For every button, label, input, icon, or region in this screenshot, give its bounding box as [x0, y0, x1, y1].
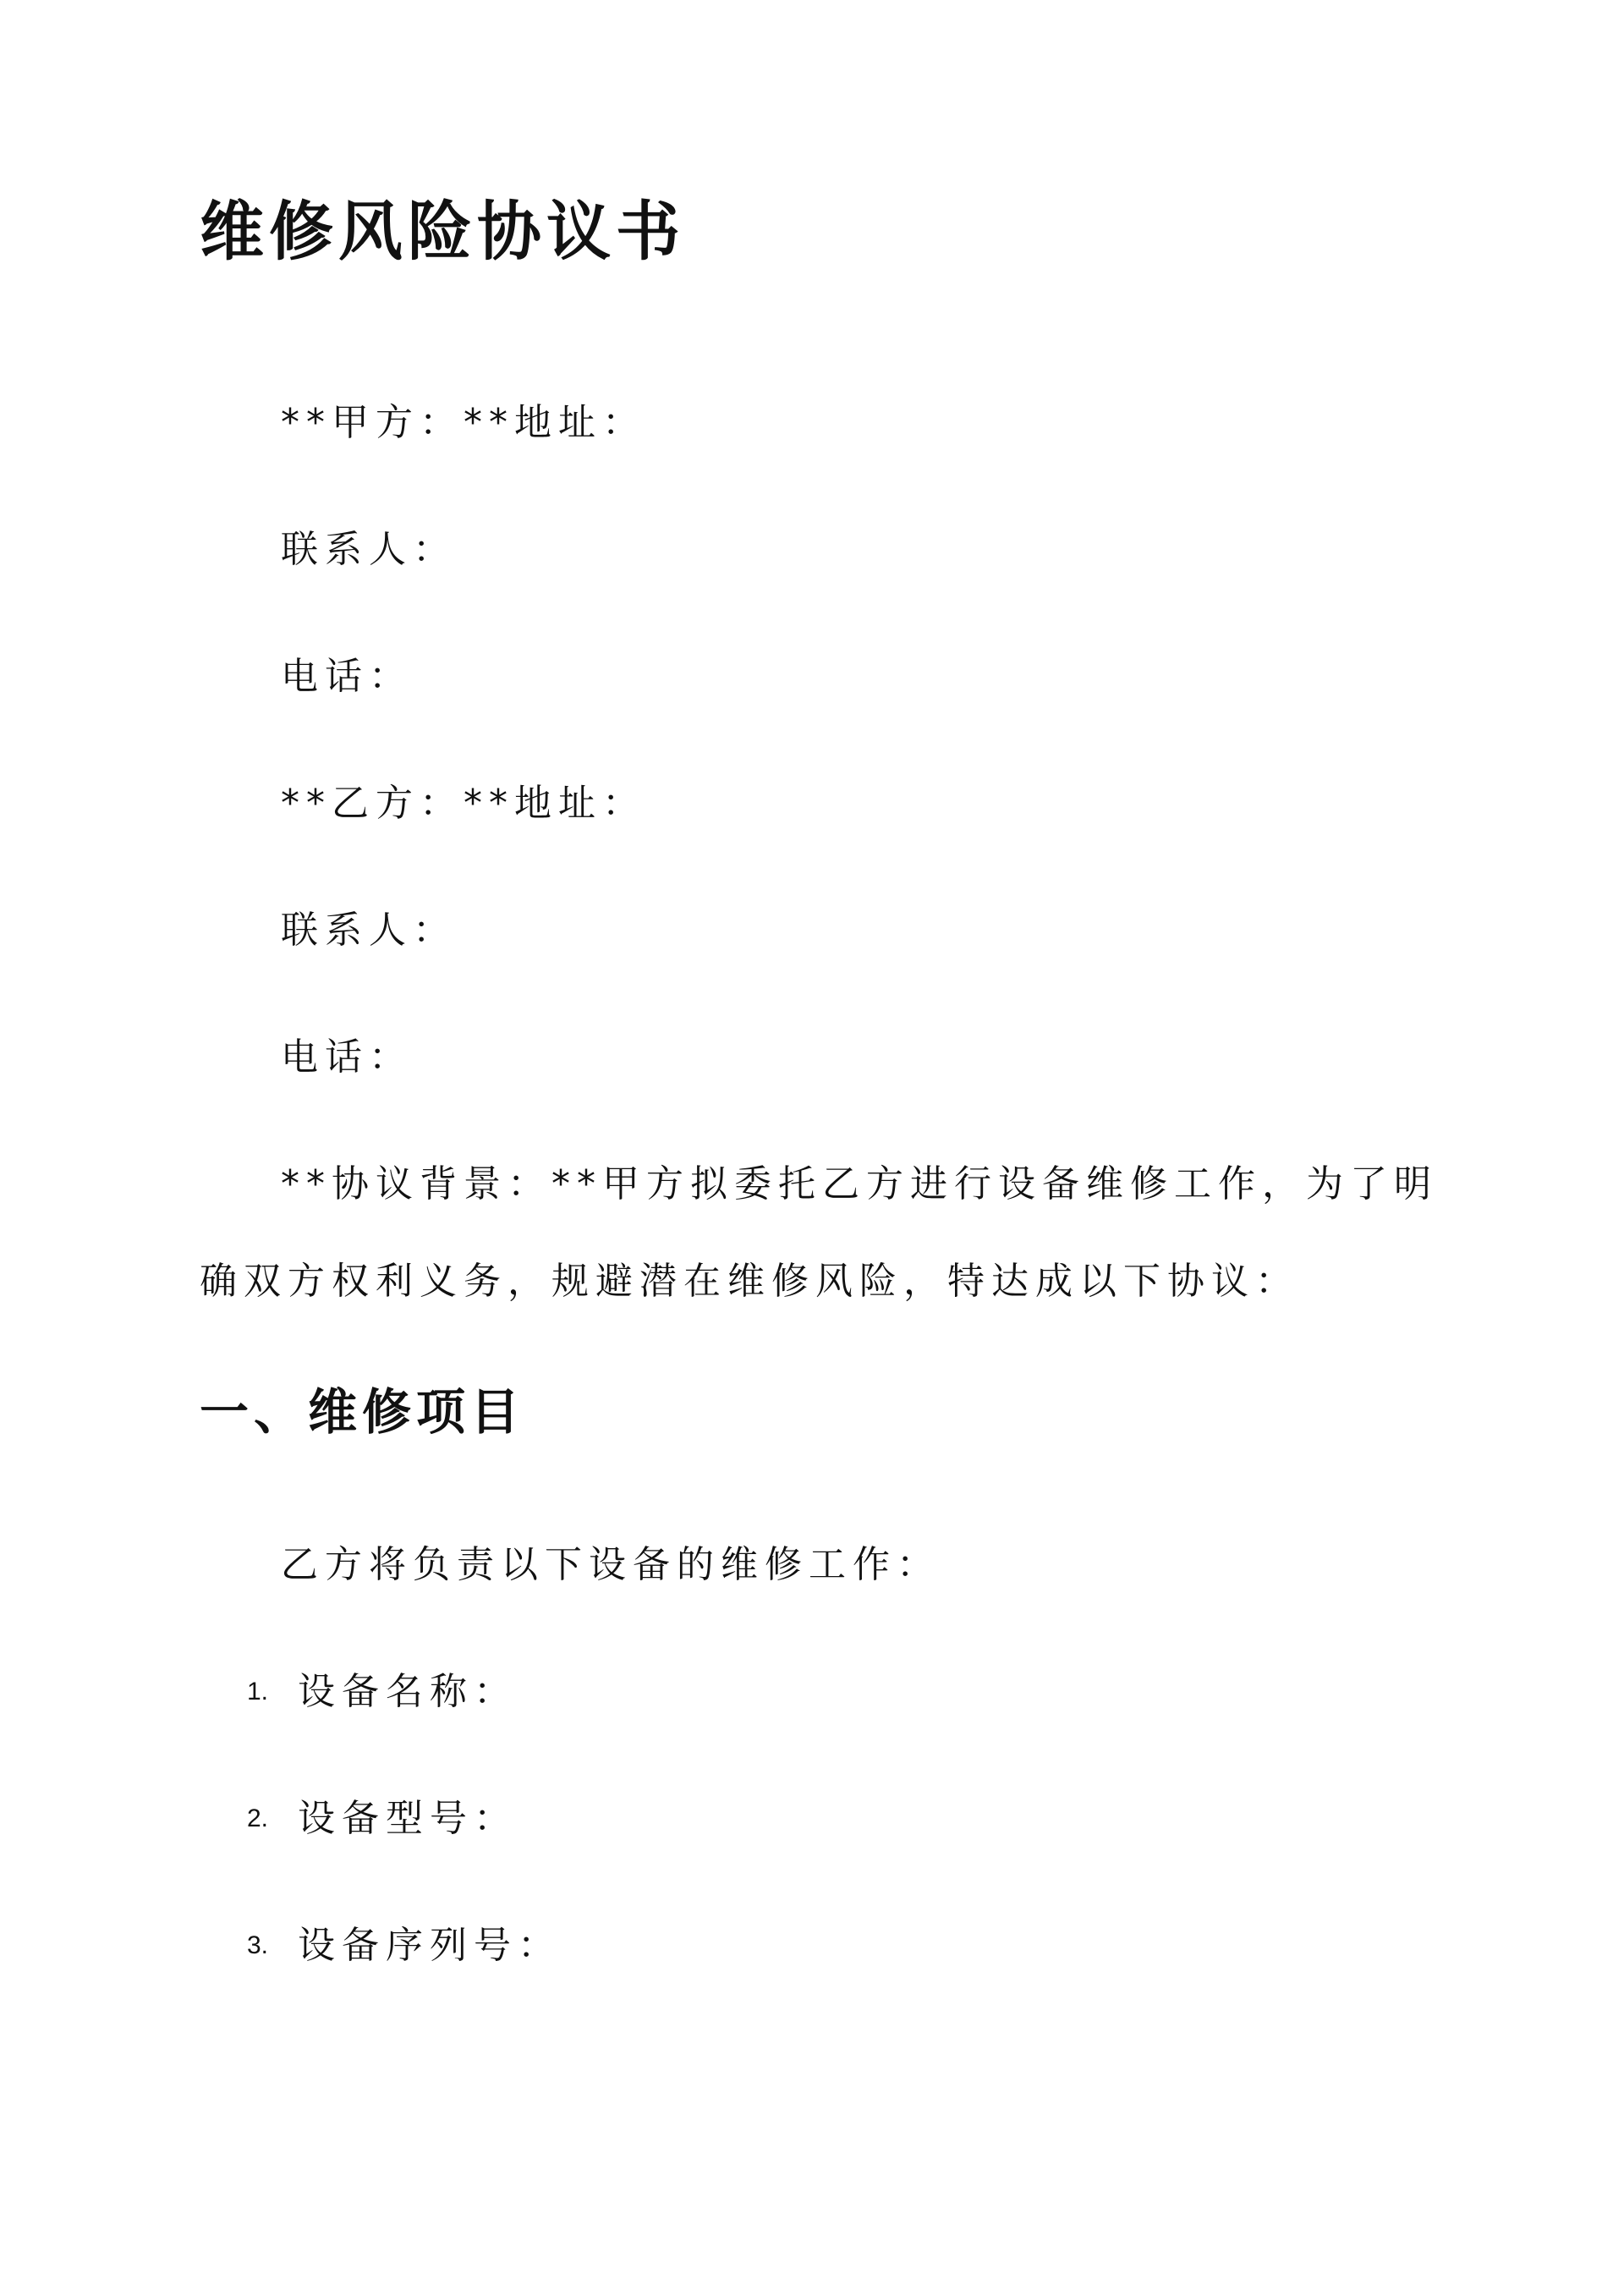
- background-line-2: 确双方权利义务，规避潜在维修风险，特达成以下协议：: [200, 1260, 1299, 1303]
- party-b-header: **乙方：**地址：: [281, 782, 646, 825]
- list-number: 2.: [247, 1804, 269, 1832]
- list-item-text: 设备名称：: [298, 1670, 518, 1713]
- party-a-phone: 电话：: [281, 655, 413, 698]
- background-line-1: **协议背景：**甲方拟委托乙方进行设备维修工作，为了明: [281, 1162, 1438, 1206]
- party-b-phone: 电话：: [281, 1035, 413, 1079]
- section-heading-repair-items: 一、维修项目: [200, 1383, 525, 1441]
- list-item-text: 设备型号：: [298, 1797, 518, 1840]
- party-a-header: **甲方：**地址：: [281, 401, 646, 444]
- document-title: 维修风险协议书: [200, 194, 685, 269]
- party-b-contact: 联系人：: [281, 909, 457, 952]
- party-a-contact: 联系人：: [281, 528, 457, 571]
- list-item: [247, 1924, 562, 1967]
- list-number: 3.: [247, 1931, 269, 1959]
- list-number: 1.: [247, 1678, 269, 1706]
- list-item: [247, 1797, 518, 1840]
- list-item: [247, 1670, 518, 1713]
- list-item-text: 设备序列号：: [298, 1924, 562, 1967]
- section-intro: 乙方将负责以下设备的维修工作：: [281, 1543, 941, 1586]
